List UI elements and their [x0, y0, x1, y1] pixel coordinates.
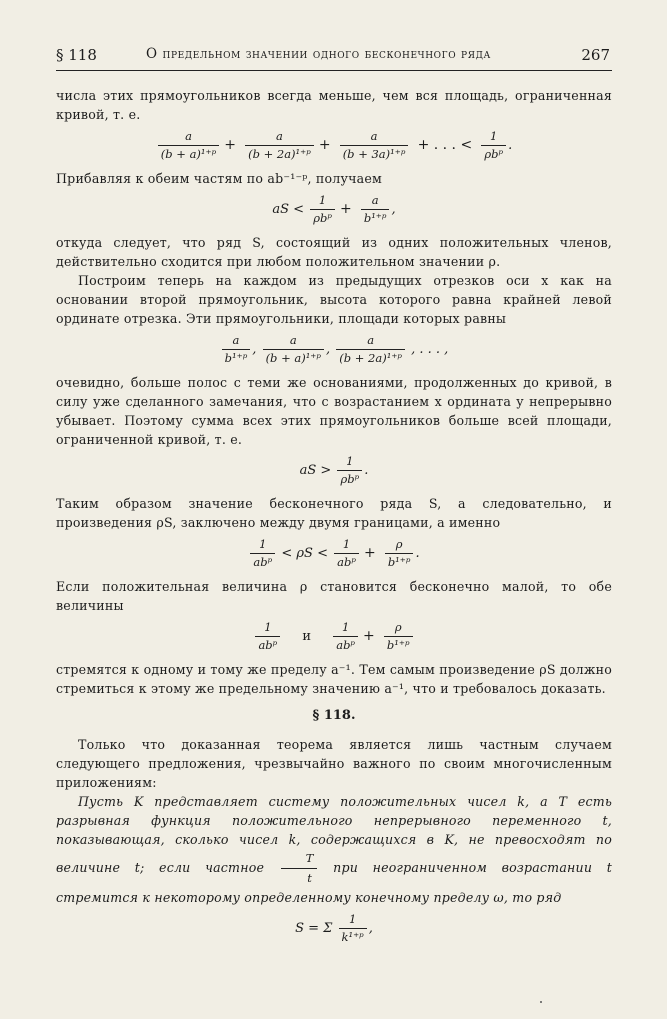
formula-1: $\frac{a}{\text{(b + a)¹⁺ᵖ}}$ + $\frac{a}{\text{(b + 2a)¹⁺ᵖ}}$ + $\frac{a}{\text{(b + 3a)¹⁺ᵖ}}$ + . . . < $\frac{1}{\text{ρbᵖ}}$ . — [56, 128, 612, 163]
paragraph-5: очевидно, больше полос с теми же основаниями, продолженных до кривой, в силу уже сделанного замечания, что с возрастанием x ордината y непрерывно убывает. Поэтому сумма всех этих прямоугольников больше всей площади, ограниченной кривой, т. е. — [56, 375, 612, 447]
frac-num: T — [281, 849, 317, 869]
frac-den: t — [307, 871, 313, 885]
frac-num: ρ — [384, 619, 413, 637]
frac-num: a — [336, 332, 405, 350]
frac-den: (b + 2a)¹⁺ᵖ — [339, 351, 402, 365]
frac-den: ρbᵖ — [340, 472, 360, 486]
frac-num: a — [158, 128, 219, 146]
formula-left: aS > — [299, 463, 332, 478]
header-section: § 118 — [56, 46, 97, 64]
formula-tail: + . . . < — [417, 137, 473, 153]
paragraph-6: Таким образом значение бесконечного ряда S, а следовательно, и произведения ρS, заключено между двумя границами, а именно — [56, 496, 612, 530]
formula-left: aS < — [272, 202, 305, 217]
formula-2: aS < $\frac{1}{\text{ρbᵖ}}$ + $\frac{a}{\text{b¹⁺ᵖ}}$ , — [272, 193, 396, 225]
page-number: 267 — [581, 46, 610, 64]
paragraph-3: откуда следует, что ряд S, состоящий из одних положительных членов, действительно сходится при любом положительном значении ρ. — [56, 235, 612, 269]
formula-and: и — [302, 629, 312, 644]
frac-den: b¹⁺ᵖ — [386, 638, 410, 652]
frac-den: b¹⁺ᵖ — [387, 555, 411, 569]
frac-den: abᵖ — [337, 555, 356, 569]
frac-den: (b + 2a)¹⁺ᵖ — [248, 147, 311, 161]
paragraph-1: числа этих прямоугольников всегда меньше, чем вся площадь, ограниченная кривой, т. е. — [56, 88, 612, 122]
paragraph-4: Построим теперь на каждом из предыдущих отрезков оси x как на основании второй прямоугольник, высота которого равна крайней левой ординате отрезка. Эти прямоугольники, площади которых равны — [56, 273, 612, 326]
formula-tail: , . . . , — [411, 342, 449, 357]
frac-den: abᵖ — [258, 638, 278, 652]
formula-5: $\frac{1}{\text{abᵖ}}$ < ρS < $\frac{1}{\text{abᵖ}}$ + $\frac{\rho}{\text{b¹⁺ᵖ}}$ . — [56, 536, 612, 571]
theorem-text-a: Пусть K представляет систему положительных чисел k, а T есть разрывная функция положительного непрерывного переменного t, показывающая, сколько чисел k, содержащихся в K, не превосходят по величине t; если частное — [56, 794, 612, 875]
frac-num: 1 — [334, 536, 359, 554]
paragraph-7: Если положительная величина ρ становится бесконечно малой, то обе величины — [56, 579, 612, 613]
header-title: О предельном значении одного бесконечного ряда — [146, 46, 491, 62]
frac-den: b¹⁺ᵖ — [224, 351, 248, 365]
frac-num: 1 — [250, 536, 275, 554]
frac-den: k¹⁺ᵖ — [341, 930, 364, 944]
formula-left: S = Σ — [295, 921, 333, 936]
frac-num: a — [263, 332, 324, 350]
paragraph-2: Прибавляя к обеим частям по ab⁻¹⁻ᵖ, получаем — [56, 171, 382, 186]
frac-den: (b + a)¹⁺ᵖ — [160, 147, 217, 161]
formula-4: aS > $\frac{1}{\text{ρbᵖ}}$ . — [299, 454, 369, 486]
frac-num: a — [340, 128, 409, 146]
formula-6: $\frac{1}{\text{abᵖ}}$ и $\frac{1}{\text{abᵖ}}$ + $\frac{\rho}{\text{b¹⁺ᵖ}}$ — [56, 619, 612, 654]
page-body — [56, 86, 612, 952]
paragraph-8: стремятся к одному и тому же пределу a⁻¹. Тем самым произведение ρS должно стремиться к этому же предельному значению a⁻¹, что и требовалось доказать. — [56, 662, 612, 696]
print-speck — [540, 1001, 542, 1003]
formula-7: S = Σ $\frac{1}{\text{k¹⁺ᵖ}}$ , — [295, 912, 373, 944]
frac-den: b¹⁺ᵖ — [363, 211, 387, 225]
frac-num: 1 — [310, 192, 335, 210]
running-header — [56, 40, 612, 71]
formula-mid: < ρS < — [281, 546, 328, 561]
frac-num: a — [245, 128, 314, 146]
frac-num: 1 — [255, 619, 280, 637]
frac-num: a — [222, 332, 251, 350]
frac-den: (b + a)¹⁺ᵖ — [265, 351, 321, 365]
frac-den: abᵖ — [336, 638, 356, 652]
theorem-text-b: при неограниченном возрастании t стремится к некоторому определенному конечному пределу ω, то ряд — [56, 860, 612, 905]
frac-num: ρ — [385, 536, 414, 554]
frac-den: abᵖ — [253, 555, 273, 569]
frac-num: 1 — [339, 911, 367, 929]
paragraph-10 — [56, 792, 612, 907]
frac-num: 1 — [333, 619, 358, 637]
frac-num: 1 — [481, 128, 506, 146]
section-heading: § 118. — [312, 708, 356, 723]
frac-den: ρbᵖ — [313, 211, 332, 225]
frac-den: ρbᵖ — [484, 147, 504, 161]
frac-den: (b + 3a)¹⁺ᵖ — [342, 147, 406, 161]
paragraph-9: Только что доказанная теорема является лишь частным случаем следующего предложения, чрезвычайно важного по своим многочисленным приложениям: — [56, 737, 612, 790]
frac-num: 1 — [337, 453, 362, 471]
formula-3: $\frac{a}{\text{b¹⁺ᵖ}}$ , $\frac{a}{\text{(b + a)¹⁺ᵖ}}$ , $\frac{a}{\text{(b + 2a)¹⁺ᵖ}}$ , . . . , — [56, 332, 612, 367]
frac-num: a — [361, 192, 390, 210]
